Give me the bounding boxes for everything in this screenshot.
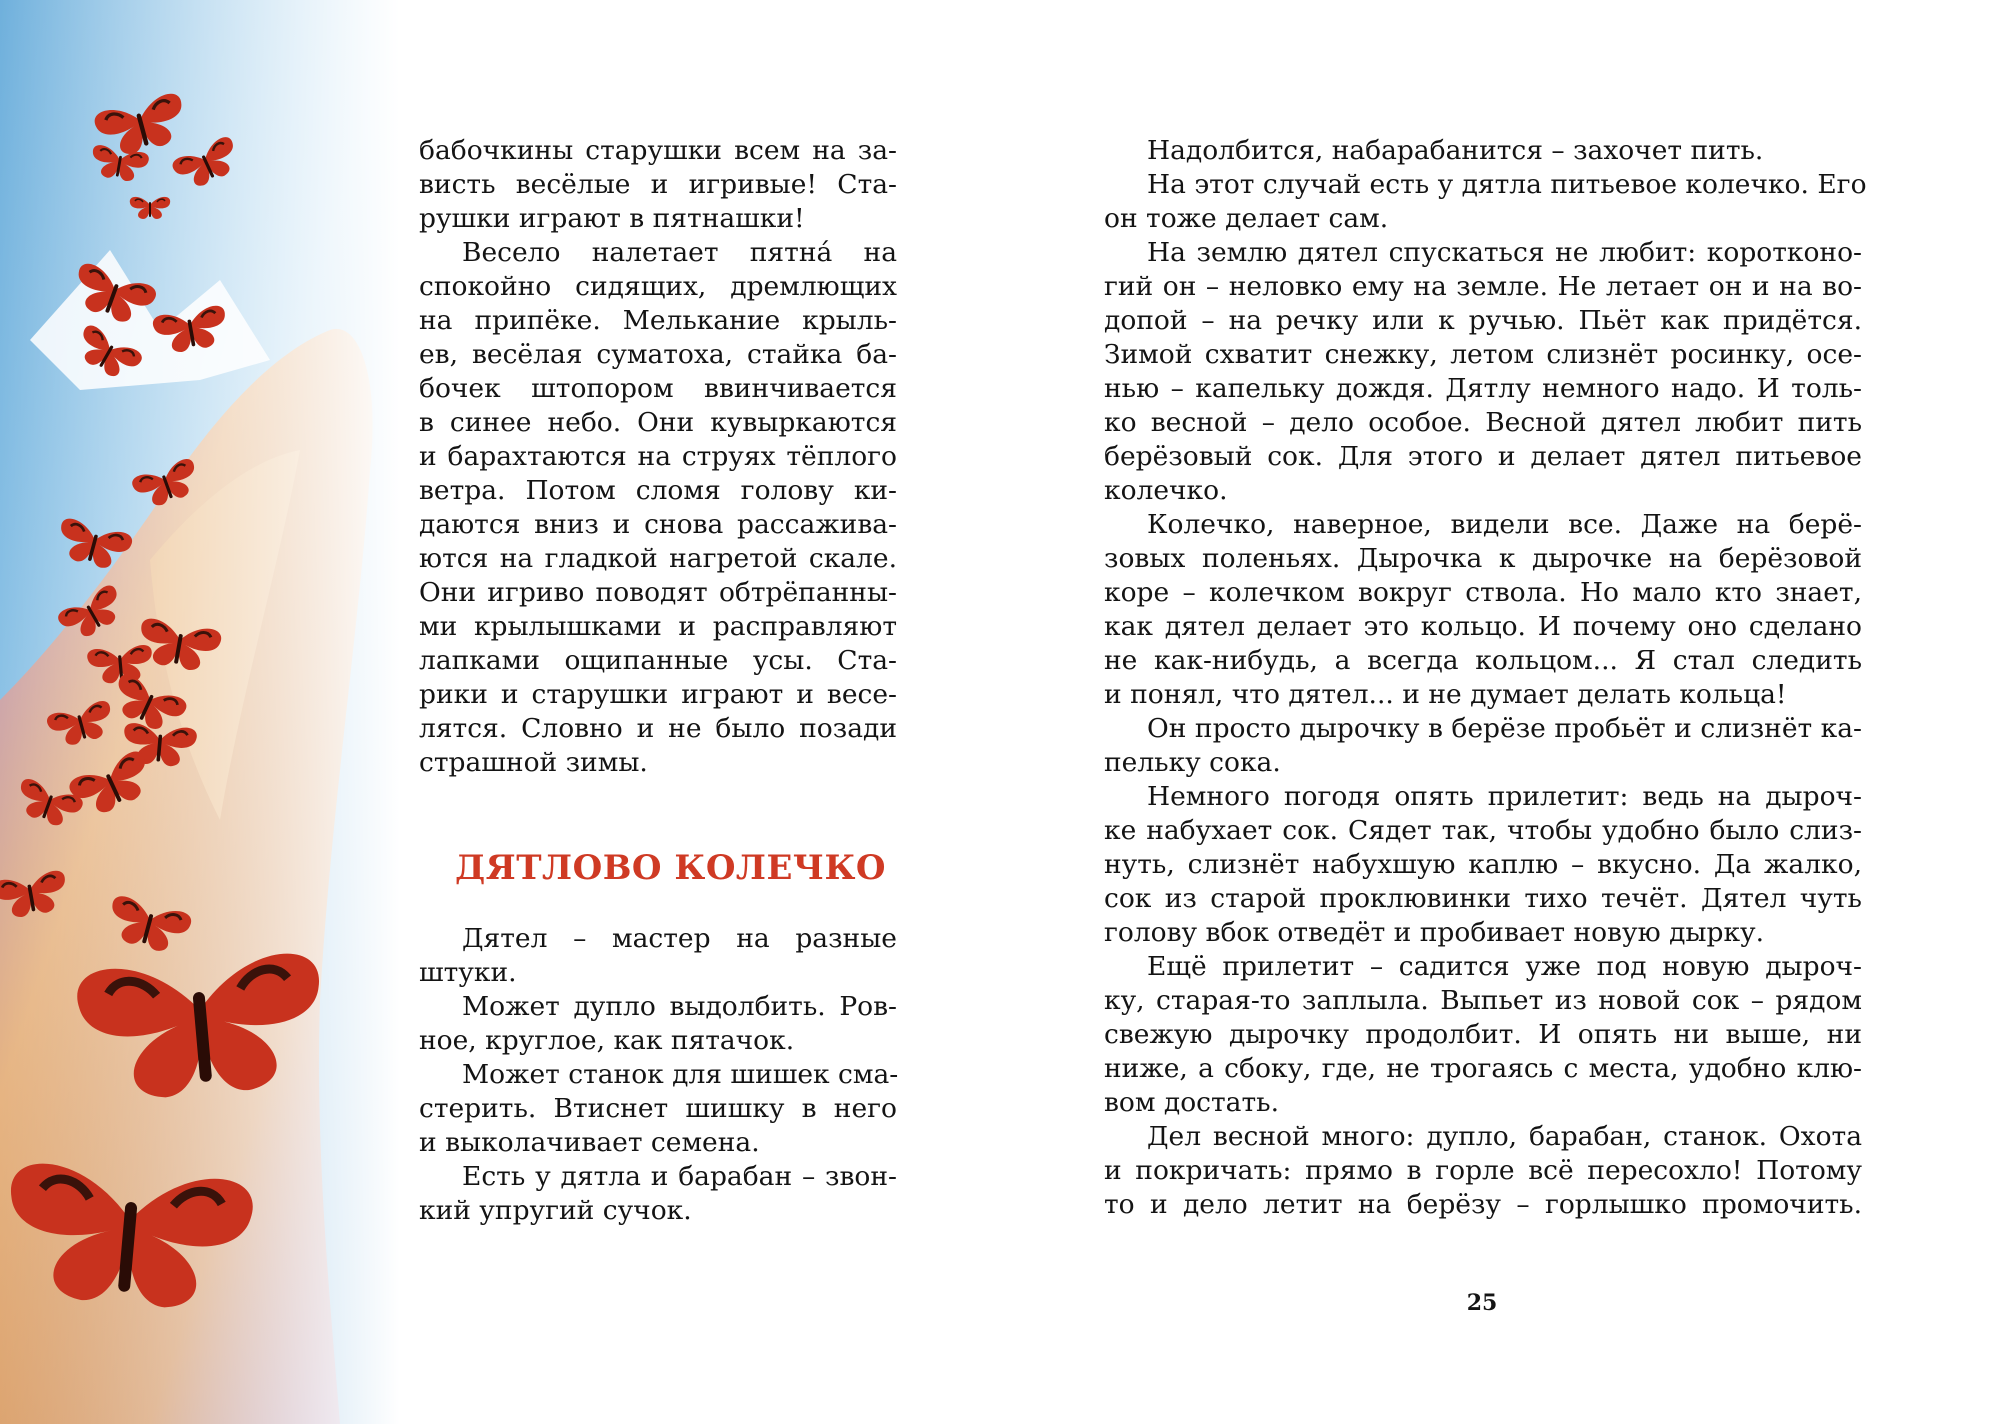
text-line: лапками ощипанные усы. Ста- [419,645,897,676]
text-line: свежую дырочку продолбит. И опять ни выше, ни [1104,1019,1862,1050]
text-line: ев, весёлая суматоха, стайка ба- [419,339,897,370]
butterflies-illustration [0,0,400,1424]
text-line: зовых поленьях. Дырочка к дырочке на берёзовой [1104,543,1862,574]
text-line: кий упругий сучок. [419,1195,692,1226]
text-line: не как-нибудь, а всегда кольцом... Я стал следить [1104,645,1862,676]
text-line: страшной зимы. [419,747,648,778]
text-line: вом достать. [1104,1087,1279,1118]
text-line: Немного погодя опять прилетит: ведь на дыроч- [1147,781,1862,812]
text-line: в синее небо. Они кувыркаются [419,407,897,438]
text-line: ку, старая-то заплыла. Выпьет из новой сок – рядом [1104,985,1862,1016]
text-line: Может станок для шишек сма- [462,1059,899,1090]
text-line: лятся. Словно и не было позади [419,713,897,744]
text-line: нью – капельку дождя. Дятлу немного надо. И толь- [1104,373,1862,404]
text-line: и барахтаются на струях тёплого [419,441,897,472]
text-line: на припёке. Мелькание крыль- [419,305,897,336]
text-line: Ещё прилетит – садится уже под новую дыроч- [1147,951,1862,982]
text-line: пельку сока. [1104,747,1281,778]
text-line: На землю дятел спускаться не любит: коротконо- [1147,237,1862,268]
text-line: сок из старой проклювинки тихо течёт. Дятел чуть [1104,883,1862,914]
text-line: Он просто дырочку в берёзе пробьёт и слизнёт ка- [1147,713,1862,744]
text-line: стерить. Втиснет шишку в него [419,1093,897,1124]
text-line: допой – на речку или к ручью. Пьёт как придётся. [1104,305,1862,336]
text-line: гий он – неловко ему на земле. Не летает он и на во- [1104,271,1862,302]
text-line: ко весной – дело особое. Весной дятел любит пить [1104,407,1862,438]
text-line: спокойно сидящих, дремлющих [419,271,897,302]
text-line: ветра. Потом сломя голову ки- [419,475,897,506]
text-line: висть весёлые и игривые! Ста- [419,169,897,200]
text-line: Весело налетает пятна́ на [462,237,897,268]
text-line: ниже, а сбоку, где, не трогаясь с места, удобно клю- [1104,1053,1862,1084]
text-line: нуть, слизнёт набухшую каплю – вкусно. Да жалко, [1104,849,1862,880]
text-line: ке набухает сок. Сядет так, чтобы удобно было слиз- [1104,815,1862,846]
text-line: голову вбок отведёт и пробивает новую дырку. [1104,917,1765,948]
text-line: коре – колечком вокруг ствола. Но мало кто знает, [1104,577,1862,608]
text-line: Зимой схватит снежку, летом слизнёт росинку, осе- [1104,339,1862,370]
text-line: Надолбится, набарабанится – захочет пить. [1147,135,1764,166]
text-line: бабочкины старушки всем на за- [419,135,897,166]
text-line: даются вниз и снова рассажива- [419,509,897,540]
text-line: и понял, что дятел... и не думает делать кольца! [1104,679,1787,710]
text-line: и покричать: прямо в горле всё пересохло! Потому [1104,1155,1862,1186]
text-line: ное, круглое, как пятачок. [419,1025,795,1056]
text-line: Они игриво поводят обтрёпанны- [419,577,897,608]
text-line: он тоже делает сам. [1104,203,1389,234]
chapter-heading: ДЯТЛОВО КОЛЕЧКО [455,848,887,888]
page-number: 25 [1466,1290,1498,1316]
text-line: колечко. [1104,475,1228,506]
text-line: Может дупло выдолбить. Ров- [462,991,897,1022]
text-line: как дятел делает это кольцо. И почему оно сделано [1104,611,1862,642]
text-line: то и дело летит на берёзу – горлышко промочить. [1104,1189,1862,1220]
text-line: ются на гладкой нагретой скале. [419,543,897,574]
text-line: Есть у дятла и барабан – звон- [462,1161,897,1192]
text-line: берёзовый сок. Для этого и делает дятел питьевое [1104,441,1862,472]
text-line: и выколачивает семена. [419,1127,760,1158]
text-line: Дел весной много: дупло, барабан, станок. Охота [1147,1121,1862,1152]
text-line: Дятел – мастер на разные [462,923,897,954]
text-line: Колечко, наверное, видели все. Даже на берё- [1147,509,1862,540]
text-line: На этот случай есть у дятла питьевое колечко. Его [1147,169,1867,200]
text-line: ми крылышками и расправляют [419,611,897,642]
text-line: рушки играют в пятнашки! [419,203,805,234]
text-line: бочек штопором ввинчивается [419,373,897,404]
text-line: штуки. [419,957,517,988]
text-line: рики и старушки играют и весе- [419,679,897,710]
